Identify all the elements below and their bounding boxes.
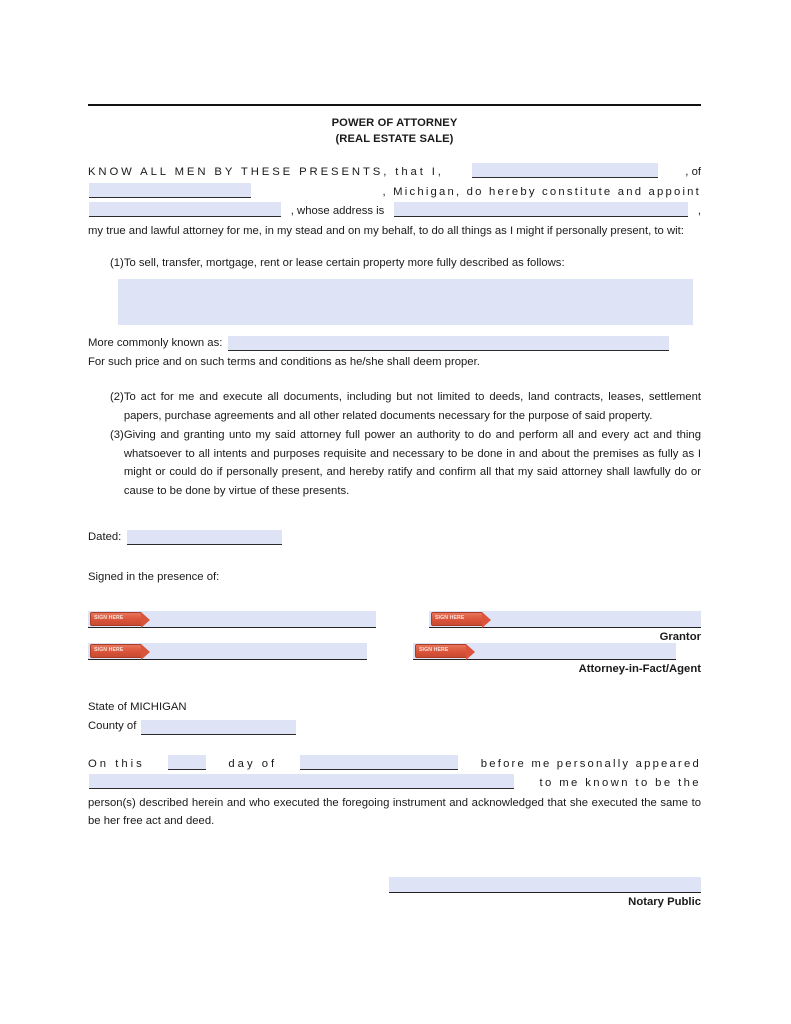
signature-row-2	[88, 643, 701, 677]
sign-here-tag-icon[interactable]	[90, 644, 142, 658]
attorney-address-field[interactable]	[394, 202, 688, 217]
notary-public-caption: Notary Public	[628, 895, 701, 908]
notary-signature-field[interactable]	[389, 877, 701, 893]
appeared-person-field[interactable]	[89, 774, 514, 789]
clause-item-2	[88, 388, 701, 425]
dated-row	[88, 529, 701, 545]
county-row	[88, 718, 701, 735]
notary-acknowledgment	[88, 755, 701, 831]
clause-number-3: (3)	[110, 429, 124, 442]
notary-month-year-field[interactable]	[300, 755, 458, 770]
dated-label: Dated:	[88, 530, 122, 543]
signature-row-1	[88, 611, 701, 645]
intro-segment-3: , Michigan, do hereby constitute and appoint	[382, 185, 701, 198]
on-this-label: On this	[88, 757, 145, 770]
title-line-2: (REAL ESTATE SALE)	[335, 132, 454, 145]
witness-signature-1-field[interactable]	[88, 611, 376, 628]
grantor-name-field[interactable]	[472, 163, 658, 178]
attorney-signature-field[interactable]	[413, 643, 676, 660]
to-me-known-label: to me known to be the	[539, 777, 701, 790]
grantor-signature-field[interactable]	[429, 611, 701, 628]
intro-segment-4: , whose address is	[290, 205, 385, 218]
dated-field[interactable]	[127, 530, 282, 545]
day-of-label: day of	[228, 757, 278, 770]
commonly-known-field[interactable]	[228, 336, 669, 351]
before-me-label: before me personally appeared	[480, 757, 701, 770]
grantor-caption: Grantor	[659, 630, 701, 643]
state-line: State of MICHIGAN	[88, 700, 187, 713]
header-rule	[88, 104, 701, 106]
clause-list	[88, 254, 701, 273]
sign-here-tag-label: SIGN HERE	[94, 615, 124, 622]
grantor-city-field[interactable]	[89, 183, 251, 198]
county-label: County of	[88, 719, 137, 732]
intro-paragraph	[88, 163, 701, 240]
sign-here-tag-label: SIGN HERE	[435, 615, 465, 622]
county-field[interactable]	[141, 720, 296, 735]
commonly-known-label: More commonly known as:	[88, 336, 223, 349]
clause-number-2: (2)	[110, 390, 124, 403]
clause-number-1: (1)	[110, 257, 124, 270]
document-body	[88, 104, 701, 911]
attorney-name-field[interactable]	[89, 202, 281, 217]
commonly-known-row	[88, 335, 701, 351]
clause-item-3	[88, 426, 701, 500]
notary-closing-text: person(s) described herein and who executed the foregoing instrument and acknowledged that she executed the same to be her free act and deed.	[88, 796, 701, 828]
notary-signature-row	[88, 877, 701, 911]
clause-text-3: Giving and granting unto my said attorney full power an authority to do and perform all and every act and thing whatsoever to all intents and purposes requisite and necessary to be done in and about the premises as fully as I might or could do if personally present, and hereby ratify and confirm all that my said attorney shall lawfully do or cause to be done by virtue of these presents.	[123, 429, 701, 497]
sign-here-tag-icon[interactable]	[90, 612, 142, 626]
intro-segment-6: my true and lawful attorney for me, in my stead and on my behalf, to do all things as I might if personally present, to wit:	[88, 224, 684, 237]
clause-list-2	[88, 388, 701, 501]
intro-segment-5: ,	[697, 205, 701, 218]
intro-segment-1: KNOW ALL MEN BY THESE PRESENTS, that I,	[88, 166, 444, 178]
clause-text-2: To act for me and execute all documents, including but not limited to deeds, land contracts, leases, settlement papers, purchase agreements and all other related documents necessary for the purpose of said property.	[123, 390, 701, 422]
witness-signature-2-field[interactable]	[88, 643, 367, 660]
clause-item-1	[88, 254, 701, 273]
price-terms-text: For such price and on such terms and conditions as he/she shall deem proper.	[88, 355, 480, 368]
title-line-1: POWER OF ATTORNEY	[331, 117, 458, 129]
attorney-caption: Attorney-in-Fact/Agent	[578, 662, 701, 675]
signature-section	[88, 611, 701, 677]
sign-here-tag-icon[interactable]	[431, 612, 483, 626]
intro-segment-2: , of	[685, 166, 701, 178]
clause-text-1: To sell, transfer, mortgage, rent or lease certain property more fully described as follows:	[123, 257, 565, 270]
document-title	[88, 116, 701, 147]
notary-day-field[interactable]	[168, 755, 206, 770]
notary-block	[88, 699, 701, 735]
property-description-field[interactable]	[118, 279, 693, 325]
sign-here-tag-label: SIGN HERE	[419, 647, 449, 654]
sign-here-tag-icon[interactable]	[415, 644, 467, 658]
signed-presence-heading: Signed in the presence of:	[88, 570, 220, 583]
sign-here-tag-label: SIGN HERE	[94, 647, 124, 654]
